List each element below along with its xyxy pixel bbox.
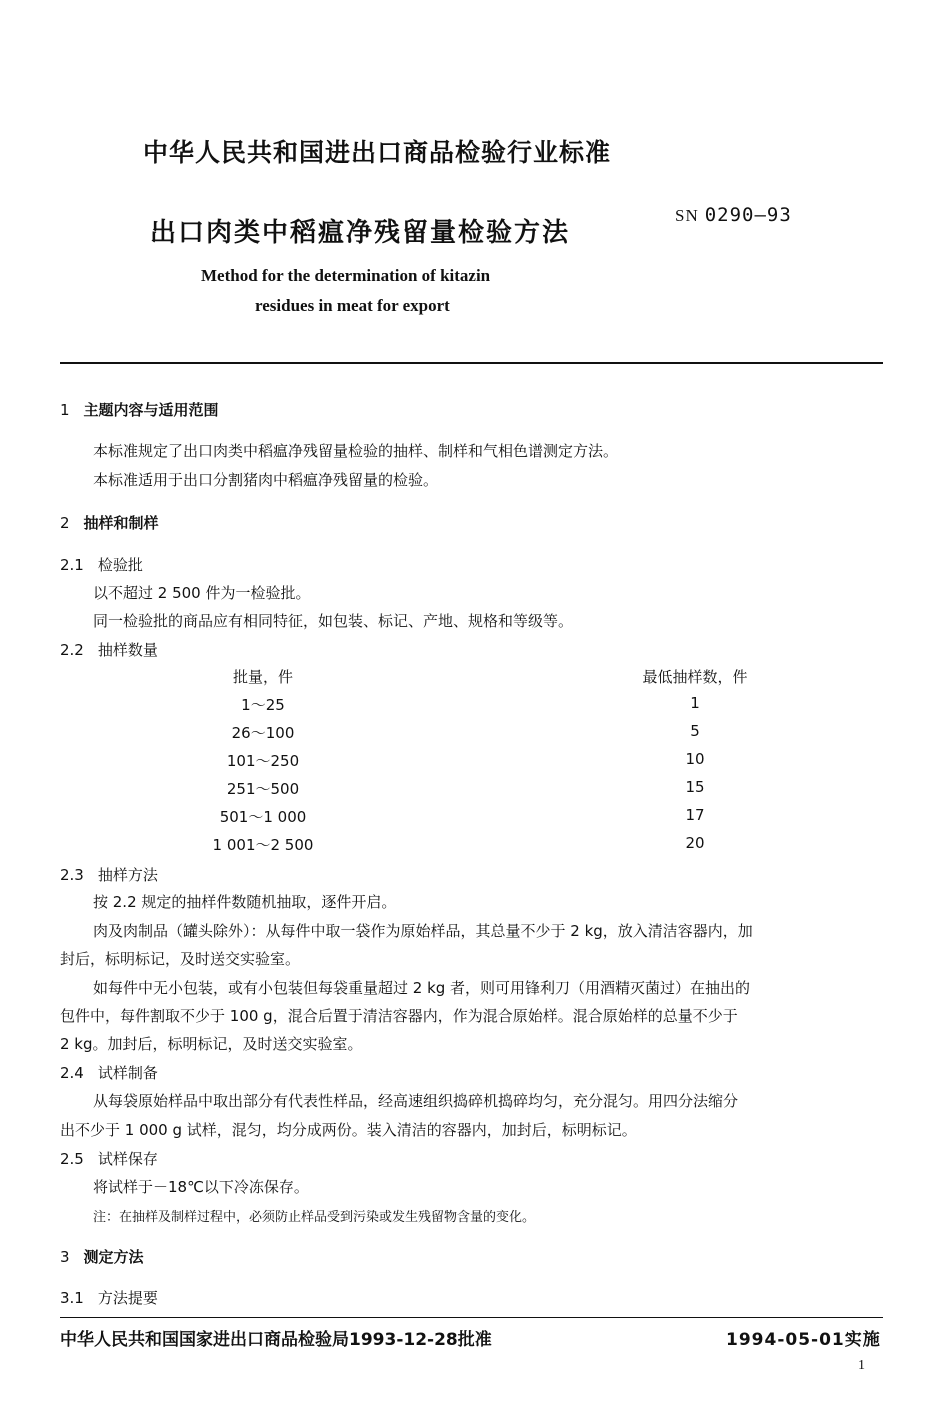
table-cell-min-samples: 5 xyxy=(690,722,700,740)
table-cell-min-samples: 17 xyxy=(685,806,705,824)
table-cell-lot-size: 501～1 000 xyxy=(219,808,307,826)
footer-divider xyxy=(60,1317,883,1318)
table-cell-min-samples: 10 xyxy=(685,750,705,768)
section-2-3-para-3-line-1: 如每件中无小包装，或有小包装但每袋重量超过 2 kg 者，则可用锋利刀（用酒精灭菌过）在抽出的 xyxy=(93,979,751,997)
header-divider xyxy=(60,362,883,364)
section-2-5-para: 将试样于－18℃以下冷冻保存。 xyxy=(93,1178,309,1196)
section-2-5-note: 注：在抽样及制样过程中，必须防止样品受到污染或发生残留物含量的变化。 xyxy=(93,1210,536,1225)
industry-standard-heading: 中华人民共和国进出口商品检验行业标准 xyxy=(143,138,612,167)
table-cell-min-samples: 15 xyxy=(685,778,705,796)
table-cell-lot-size: 26～100 xyxy=(231,724,295,742)
section-1-para-1: 本标准规定了出口肉类中稻瘟净残留量检验的抽样、制样和气相色谱测定方法。 xyxy=(93,442,619,460)
section-3-1-heading: 3.1 方法提要 xyxy=(60,1289,158,1307)
section-2-5-heading: 2.5 试样保存 xyxy=(60,1150,158,1168)
table-header-lot-size: 批量，件 xyxy=(232,668,293,686)
effective-date: 1994-05-01实施 xyxy=(726,1330,881,1350)
table-cell-lot-size: 251～500 xyxy=(226,780,300,798)
section-2-3-para-1: 按 2.2 规定的抽样件数随机抽取，逐件开启。 xyxy=(93,893,397,911)
english-title-line2: residues in meat for export xyxy=(255,296,450,315)
section-2-4-heading: 2.4 试样制备 xyxy=(60,1064,158,1082)
section-2-1-para-1: 以不超过 2 500 件为一检验批。 xyxy=(93,584,311,602)
section-2-3-para-3-line-3: 2 kg。加封后，标明标记，及时送交实验室。 xyxy=(60,1035,363,1053)
table-cell-lot-size: 1 001～2 500 xyxy=(212,836,314,854)
document-title: 出口肉类中稻瘟净残留量检验方法 xyxy=(150,218,571,248)
table-cell-min-samples: 1 xyxy=(690,694,700,712)
section-2-4-para-line-1: 从每袋原始样品中取出部分有代表性样品，经高速组织捣碎机捣碎均匀，充分混匀。用四分法缩分 xyxy=(93,1092,739,1110)
section-1-heading: 1 主题内容与适用范围 xyxy=(60,401,219,419)
section-2-3-para-3-line-2: 包件中，每件割取不少于 100 g，混合后置于清洁容器内，作为混合原始样。混合原始样的总量不少于 xyxy=(60,1007,738,1025)
table-cell-lot-size: 1～25 xyxy=(241,696,285,714)
page-number: 1 xyxy=(858,1358,865,1373)
section-1-para-2: 本标准适用于出口分割猪肉中稻瘟净残留量的检验。 xyxy=(93,471,439,489)
standard-code-prefix: SN xyxy=(675,206,699,225)
section-2-2-heading: 2.2 抽样数量 xyxy=(60,641,158,659)
section-2-3-heading: 2.3 抽样方法 xyxy=(60,866,158,884)
section-3-heading: 3 测定方法 xyxy=(60,1248,144,1266)
section-2-4-para-line-2: 出不少于 1 000 g 试样，混匀，均分成两份。装入清洁的容器内，加封后，标明标记。 xyxy=(60,1121,637,1139)
english-title-line1: Method for the determination of kitazin xyxy=(201,266,491,285)
section-2-3-para-2-line-2: 封后，标明标记，及时送交实验室。 xyxy=(60,950,301,968)
section-2-1-para-2: 同一检验批的商品应有相同特征，如包装、标记、产地、规格和等级等。 xyxy=(93,612,574,630)
section-2-3-para-2-line-1: 肉及肉制品（罐头除外）：从每件中取一袋作为原始样品，其总量不少于 2 kg，放入清洁容器内，加 xyxy=(93,922,753,940)
table-cell-min-samples: 20 xyxy=(685,834,705,852)
table-header-min-samples: 最低抽样数，件 xyxy=(642,668,748,686)
standard-code-number: 0290—93 xyxy=(704,204,792,226)
approval-line: 中华人民共和国国家进出口商品检验局1993-12-28批准 xyxy=(60,1330,492,1350)
section-2-1-heading: 2.1 检验批 xyxy=(60,556,143,574)
standard-code xyxy=(675,204,792,226)
section-2-heading: 2 抽样和制样 xyxy=(60,514,159,532)
table-cell-lot-size: 101～250 xyxy=(226,752,300,770)
